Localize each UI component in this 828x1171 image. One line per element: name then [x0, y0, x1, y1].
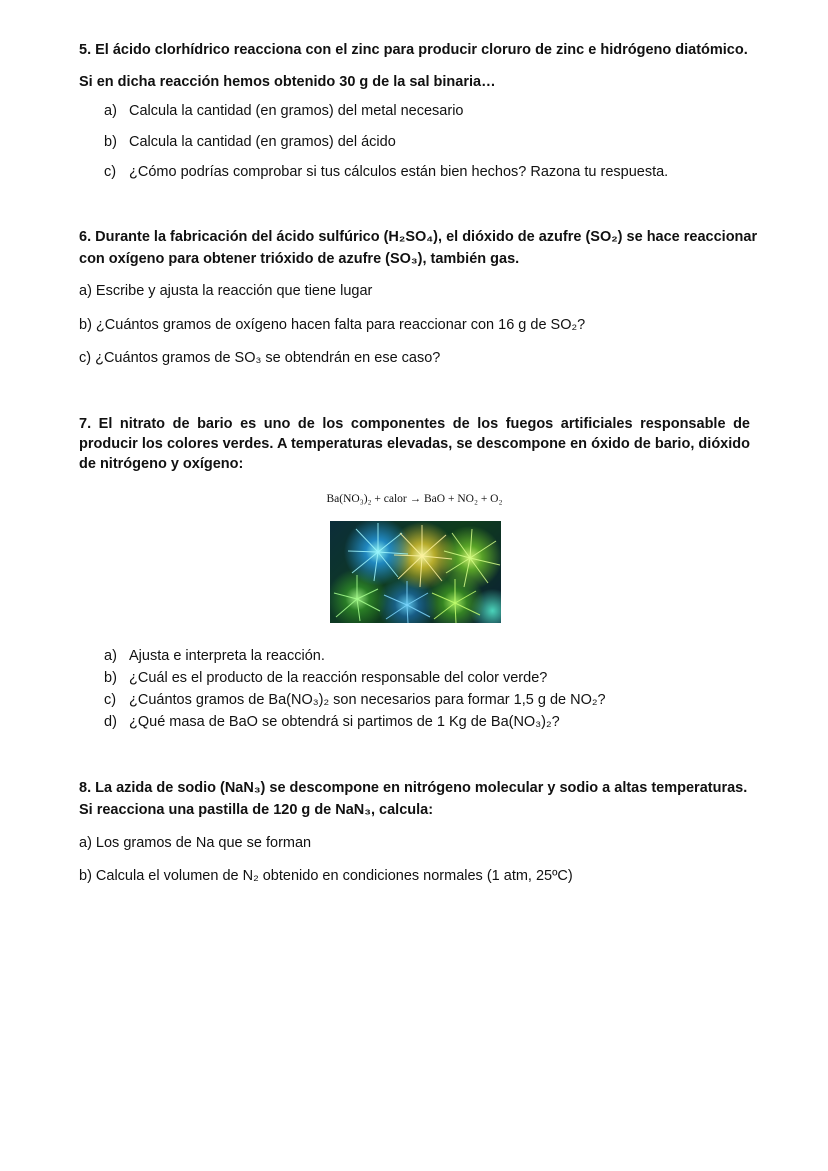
q5-item-c [104, 162, 668, 182]
q7-item-b-text: ¿Cuál es el producto de la reacción responsable del color verde? [129, 670, 548, 686]
q7-item-a [104, 646, 325, 666]
q5-title-line2: Si en dicha reacción hemos obtenido 30 g de la sal binaria… [79, 74, 496, 90]
q5-item-b-label: b) [104, 134, 117, 150]
q6-item-c: c) ¿Cuántos gramos de SO₃ se obtendrán en ese caso? [79, 350, 441, 366]
q7-item-d-text: ¿Qué masa de BaO se obtendrá si partimos de 1 Kg de Ba(NO₃)₂? [129, 714, 560, 730]
q7-item-a-label: a) [104, 648, 117, 664]
q8-item-a: a) Los gramos de Na que se forman [79, 835, 312, 851]
q5-item-a-text: Calcula la cantidad (en gramos) del metal necesario [129, 103, 464, 119]
q5-item-a [104, 101, 463, 121]
q7-item-a-text: Ajusta e interpreta la reacción. [129, 648, 325, 664]
q5-item-c-label: c) [104, 164, 117, 180]
fireworks-burst-rays [330, 521, 501, 623]
q6-title-line2: con oxígeno para obtener trióxido de azufre (SO₃), también gas. [79, 251, 520, 267]
q7-title: 7. El nitrato de bario es uno de los componentes de los fuegos artificiales responsable de producir los colores verdes. A temperaturas elevadas, se descompone en óxido de bario, dióxido de nitrógeno y oxígeno: [79, 416, 750, 472]
q7-item-d [104, 712, 560, 732]
q5-item-a-label: a) [104, 103, 117, 119]
q5-item-b [104, 132, 396, 152]
q6-item-b: b) ¿Cuántos gramos de oxígeno hacen falta para reaccionar con 16 g de SO₂? [79, 317, 586, 333]
q5-item-c-text: ¿Cómo podrías comprobar si tus cálculos están bien hechos? Razona tu respuesta. [129, 164, 669, 180]
q6-item-a: a) Escribe y ajusta la reacción que tiene lugar [79, 283, 373, 299]
q5-title-line1: 5. El ácido clorhídrico reacciona con el zinc para producir cloruro de zinc e hidrógeno diatómico. [79, 42, 748, 58]
q7-item-c-text: ¿Cuántos gramos de Ba(NO₃)₂ son necesarios para formar 1,5 g de NO₂? [129, 692, 606, 708]
q5-item-b-text: Calcula la cantidad (en gramos) del ácido [129, 134, 396, 150]
q7-equation: Ba(NO₃)₂ + calor → BaO + NO₂ + O₂ [326, 493, 503, 505]
q8-title-line2: Si reacciona una pastilla de 120 g de NaN₃, calcula: [79, 802, 434, 818]
q8-item-b: b) Calcula el volumen de N₂ obtenido en condiciones normales (1 atm, 25ºC) [79, 868, 573, 884]
q6-title-line1: 6. Durante la fabricación del ácido sulfúrico (H₂SO₄), el dióxido de azufre (SO₂) se hace reaccionar [79, 229, 758, 245]
q7-item-d-label: d) [104, 714, 117, 730]
q8-title-line1: 8. La azida de sodio (NaN₃) se descompone en nitrógeno molecular y sodio a altas temperaturas. [79, 780, 748, 796]
q7-item-c-label: c) [104, 692, 117, 708]
q7-item-b-label: b) [104, 670, 117, 686]
fireworks-image [330, 521, 501, 623]
q7-item-c [104, 690, 606, 710]
q7-item-b [104, 668, 547, 688]
